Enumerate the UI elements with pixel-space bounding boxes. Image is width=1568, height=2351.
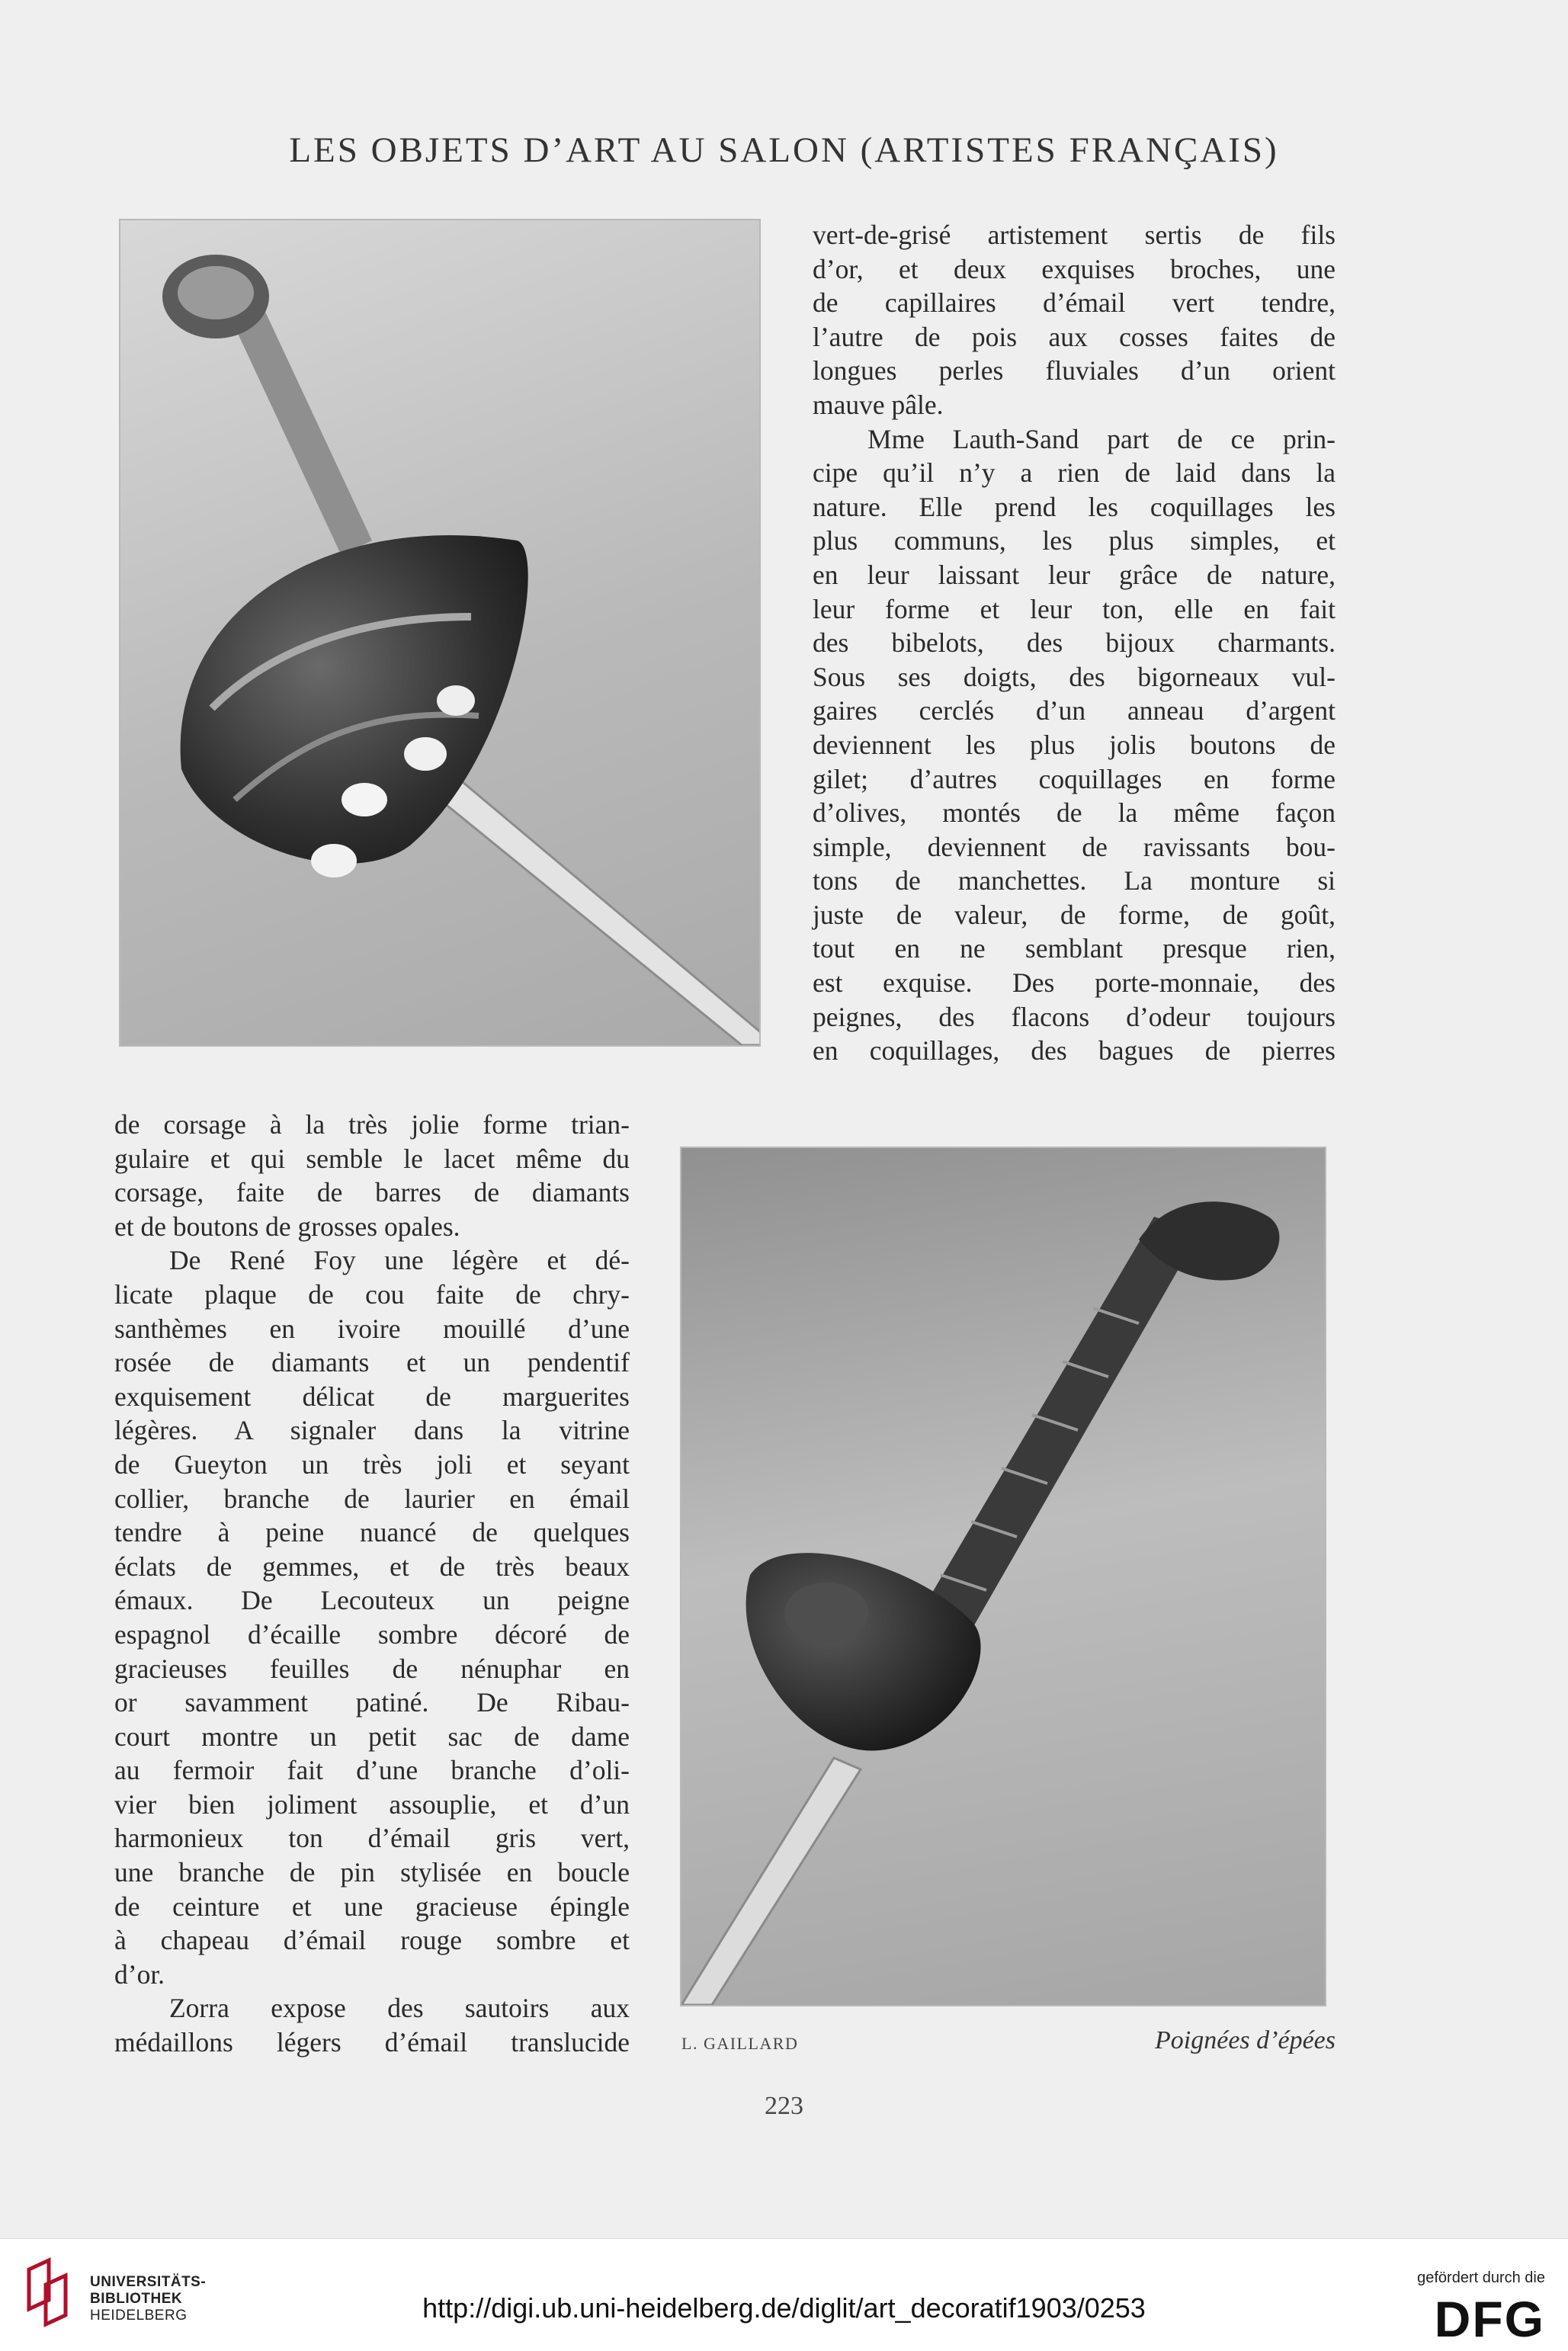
text-line: Mme Lauth-Sand part de ce prin- xyxy=(867,423,1336,454)
text-line: simple, deviennent de ravissants bou- xyxy=(813,831,1336,862)
photo-credit: L. GAILLARD xyxy=(681,2034,799,2053)
text-line: éclats de gemmes, et de très beaux xyxy=(114,1551,630,1582)
figure-caption: Poignées d’épées xyxy=(1155,2026,1336,2054)
text-line: une branche de pin stylisée en boucle xyxy=(114,1857,630,1888)
text-line: gulaire et qui semble le lacet même du xyxy=(114,1143,630,1174)
text-line: légères. A signaler dans la vitrine xyxy=(114,1415,630,1446)
text-line: en leur laissant leur grâce de nature, xyxy=(813,559,1336,590)
text-line: médaillons légers d’émail translucide xyxy=(114,2027,630,2058)
text-line: deviennent les plus jolis boutons de xyxy=(813,729,1336,760)
text-line: à chapeau d’émail rouge sombre et xyxy=(114,1925,630,1956)
text-line: d’or. xyxy=(114,1958,165,1990)
text-line: peignes, des flacons d’odeur toujours xyxy=(813,1001,1336,1032)
text-line: longues perles fluviales d’un orient xyxy=(813,355,1336,386)
text-line: d’olives, montés de la même façon xyxy=(813,797,1336,829)
text-line: vier bien joliment assouplie, et d’un xyxy=(114,1788,630,1820)
text-line: juste de valeur, de forme, de goût, xyxy=(813,899,1336,930)
text-line: d’or, et deux exquises broches, une xyxy=(813,253,1336,284)
text-column-left xyxy=(114,1108,630,2060)
text-line: vert-de-grisé artistement sertis de fils xyxy=(813,220,1336,250)
text-line: Sous ses doigts, des bigorneaux vul- xyxy=(813,661,1336,692)
text-line: De René Foy une légère et dé- xyxy=(169,1245,630,1276)
text-line: Zorra expose des sautoirs aux xyxy=(169,1993,630,2024)
library-name-line: UNIVERSITÄTS- xyxy=(90,2274,207,2290)
text-line: espagnol d’écaille sombre décoré de xyxy=(114,1618,630,1650)
text-line: gilet; d’autres coquillages en forme xyxy=(813,763,1336,794)
text-line: de capillaires d’émail vert tendre, xyxy=(813,287,1336,319)
text-line: mauve pâle. xyxy=(813,389,944,420)
text-line: or savamment patiné. De Ribau- xyxy=(114,1687,630,1718)
text-line: plus communs, les plus simples, et xyxy=(813,525,1336,556)
library-name-line: BIBLIOTHEK xyxy=(90,2291,183,2307)
text-line: des bibelots, des bijoux charmants. xyxy=(813,627,1336,659)
text-column-right xyxy=(813,218,1336,1068)
text-line: tendre à peine nuancé de quelques xyxy=(114,1517,630,1548)
text-line: cipe qu’il n’y a rien de laid dans la xyxy=(813,457,1336,489)
text-line: de Gueyton un très joli et seyant xyxy=(114,1448,630,1480)
text-line: gaires cerclés d’un anneau d’argent xyxy=(813,695,1336,726)
text-line: collier, branche de laurier en émail xyxy=(114,1483,630,1514)
text-line: gracieuses feuilles de nénuphar en xyxy=(114,1653,630,1684)
text-line: en coquillages, des bagues de pierres xyxy=(813,1035,1336,1066)
text-line: est exquise. Des porte-monnaie, des xyxy=(813,967,1336,999)
page-number: 223 xyxy=(765,2092,803,2120)
sword-hilt-photo-top xyxy=(119,219,761,1047)
permalink-url[interactable]: http://digi.ub.uni-heidelberg.de/diglit/art_decoratif1903/0253 xyxy=(422,2292,1146,2324)
text-line: santhèmes en ivoire mouillé d’une xyxy=(114,1313,630,1344)
text-line: leur forme et leur ton, elle en fait xyxy=(813,593,1336,624)
text-line: au fermoir fait d’une branche d’oli- xyxy=(114,1755,630,1786)
dfg-logo: DFG xyxy=(1434,2291,1545,2347)
text-line: rosée de diamants et un pendentif xyxy=(114,1347,630,1378)
text-line: nature. Elle prend les coquillages les xyxy=(813,491,1336,522)
text-line: tout en ne semblant presque rien, xyxy=(813,933,1336,964)
text-line: corsage, faite de barres de diamants xyxy=(114,1177,630,1208)
sword-hilt-photo-bottom xyxy=(680,1147,1326,2006)
text-line: émaux. De Lecouteux un peigne xyxy=(114,1585,630,1616)
text-line: exquisement délicat de marguerites xyxy=(114,1381,630,1412)
text-line: et de boutons de grosses opales. xyxy=(114,1211,460,1242)
text-line: court montre un petit sac de dame xyxy=(114,1721,630,1752)
running-title: LES OBJETS D’ART AU SALON (ARTISTES FRANÇAIS) xyxy=(289,130,1279,170)
text-line: l’autre de pois aux cosses faites de xyxy=(813,321,1336,352)
text-line: tons de manchettes. La monture si xyxy=(813,865,1336,896)
text-line: de corsage à la très jolie forme trian- xyxy=(114,1109,630,1140)
text-line: de ceinture et une gracieuse épingle xyxy=(114,1891,630,1922)
text-line: harmonieux ton d’émail gris vert, xyxy=(114,1823,630,1854)
viewer-footer xyxy=(0,2238,1568,2351)
library-name-line: HEIDELBERG xyxy=(90,2308,188,2324)
funding-note: gefördert durch die xyxy=(1417,2269,1545,2286)
text-line: licate plaque de cou faite de chry- xyxy=(114,1278,630,1310)
